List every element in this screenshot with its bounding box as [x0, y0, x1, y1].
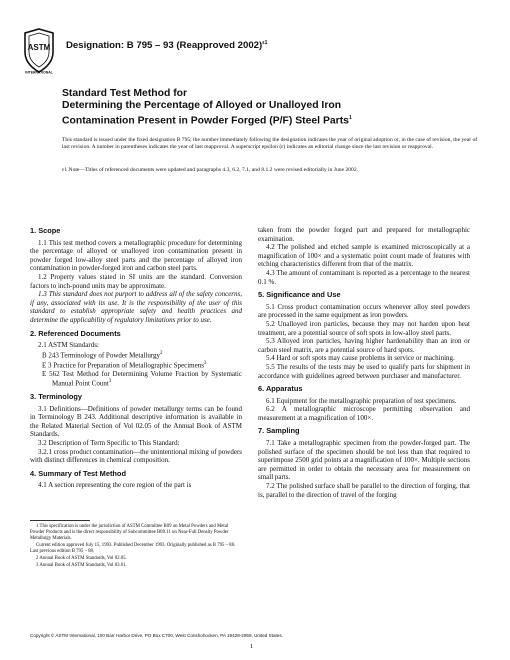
section-heading: 6. Apparatus	[258, 384, 303, 394]
copyright-notice: Copyright © ASTM International, 100 Barr Harbor Drive, PO Box C700, West Conshohocken, PA 19428-2959, United States.	[30, 633, 283, 638]
section-heading: 7. Sampling	[258, 426, 300, 436]
paragraph: 6.2 A metallographic microscope permitting observation and measurement at a magnification of 100×.	[258, 405, 470, 422]
paragraph: taken from the powder forged part and prepared for metallographic examination.	[258, 226, 470, 243]
title-line-1: Standard Test Method for	[62, 88, 188, 99]
paragraph: 5.4 Hard or soft spots may cause problems in service or machining.	[266, 354, 455, 363]
title-line-2: Determining the Percentage of Alloyed or Unalloyed Iron	[62, 100, 342, 111]
paragraph: 5.2 Unalloyed iron particles, because they may not harden upon heat treatment, are a potential source of soft spots in low-alloy steel parts.	[258, 319, 470, 337]
footnote: 3 Annual Book of ASTM Standards, Vol 03.01.	[36, 563, 127, 568]
footnote: Current edition approved July 15, 1993. Published December 1993. Originally published as B 795 – 88. Last previous edition B 795 – 88.	[30, 543, 236, 554]
issued-statement: This standard is issued under the fixed designation B 795; the number immediately following the designation indicates the year of original adoption or, in the case of revision, the year of last revision. A number in parentheses indicates the year of last reapproval. A superscript epsilon (ε) indicates an editorial change since the last revision or reapproval.	[62, 137, 478, 151]
paragraph: 1.2 Property values stated in SI units are the standard. Conversion factors to inch-pound units may be approximate.	[30, 272, 242, 290]
paragraph: 2.1 ASTM Standards:	[38, 341, 99, 350]
paragraph: 6.1 Equipment for the metallographic preparation of test specimens.	[266, 396, 457, 405]
paragraph: 7.1 Take a metallographic specimen from the powder-forged part. The polished surface of the specimen should be not less than that required to superimpose 2500 grid points at a magnification of 100×. Multiple sections are permitted in order to obtain the necessary area for measurement on small parts.	[258, 439, 470, 482]
paragraph: 4.3 The amount of contaminant is reported as a percentage to the nearest 0.1 %.	[258, 268, 470, 286]
svg-text:INTERNATIONAL: INTERNATIONAL	[25, 70, 53, 74]
paragraph: 3.1 Definitions—Definitions of powder metallurgy terms can be found in Terminology B 243. Additional descriptive information is available in the Related Material Section of Vol 02.05 of the Annual Book of ASTM Standards.	[30, 404, 242, 439]
designation: Designation: B 795 – 93 (Reapproved 2002)$^{\varepsilon 1}$	[66, 40, 268, 52]
footnote: 2 Annual Book of ASTM Standards, Vol 02.05.	[36, 556, 127, 561]
paragraph: 1.3 This standard does not purport to address all of the safety concerns, if any, associated with its use. It is the responsibility of the user of this standard to establish appropriate safety and health practices and determine the applicability of regulatory limitations prior to use.	[30, 290, 242, 324]
section-heading: 4. Summary of Test Method	[30, 468, 126, 478]
page-number: 1	[250, 643, 254, 650]
reference-item: B 243 Terminology of Powder Metallurgy$^2$	[42, 350, 163, 360]
footnote-divider	[30, 520, 90, 521]
section-heading: 5. Significance and Use	[258, 290, 341, 300]
paragraph: 5.1 Cross product contamination occurs whenever alloy steel powders are processed in the same equipment as iron powders.	[258, 302, 470, 320]
section-heading: 3. Terminology	[30, 392, 83, 402]
editorial-note: ε1 Note—Titles of referenced documents were updated and paragraphs 4.3, 6.2, 7.1, and 8.1.2 were revised editorially in June 2002.	[62, 167, 359, 173]
title-line-3: Contamination Present in Powder Forged (P/F) Steel Parts$^1$	[62, 115, 352, 127]
paragraph: 7.2 The polished surface shall be parallel to the direction of forging, that is, parallel to the direction of travel of the forging	[258, 482, 470, 499]
right-column	[258, 226, 470, 499]
paragraph: 3.2 Description of Term Specific to This Standard:	[38, 439, 180, 448]
section-heading: 1. Scope	[30, 226, 61, 235]
reference-item: E 562 Test Method for Determining Volume Fraction by Systematic Manual Point Count$^3$	[42, 369, 242, 388]
paragraph: 4.2 The polished and etched sample is examined microscopically at a magnification of 100× and a systematic point count made of features with etching characteristics different from that of the matrix.	[258, 243, 470, 269]
reference-item: E 3 Practice for Preparation of Metallographic Specimens$^3$	[42, 360, 207, 369]
left-column	[30, 222, 242, 490]
paragraph: 5.5 The results of the tests may be used to qualify parts for shipment in accordance with guidelines agreed between purchaser and manufacturer.	[258, 362, 470, 380]
paragraph: 1.1 This test method covers a metallographic procedure for determining the percentage of alloyed or unalloyed iron contamination present in powder forged low-alloy steel parts and the percentage of alloyed iron contamination in powder-forged iron and carbon steel parts.	[30, 238, 242, 273]
document-title	[62, 88, 482, 127]
astm-logo-icon	[22, 28, 56, 74]
section-heading: 2. Referenced Documents	[30, 328, 121, 338]
footnote: 1 This specification is under the jurisdiction of ASTM Committee B09 on Metal Powders and Metal Powder Products and is the direct responsibility of Subcommittee B09.11 on Near-Full Density Powder Metallurgy Materials.	[30, 524, 229, 541]
paragraph: 5.3 Alloyed iron particles, having higher hardenability than an iron or carbon steel matrix, are a potential source of hard spots.	[258, 337, 470, 354]
svg-text:ASTM: ASTM	[27, 43, 51, 52]
paragraph: 4.1 A section representing the core region of the part is	[38, 481, 192, 490]
paragraph: 3.2.1 cross product contamination—the unintentional mixing of powders with distinct differences in chemical composition.	[30, 447, 242, 465]
footnotes	[30, 524, 242, 570]
